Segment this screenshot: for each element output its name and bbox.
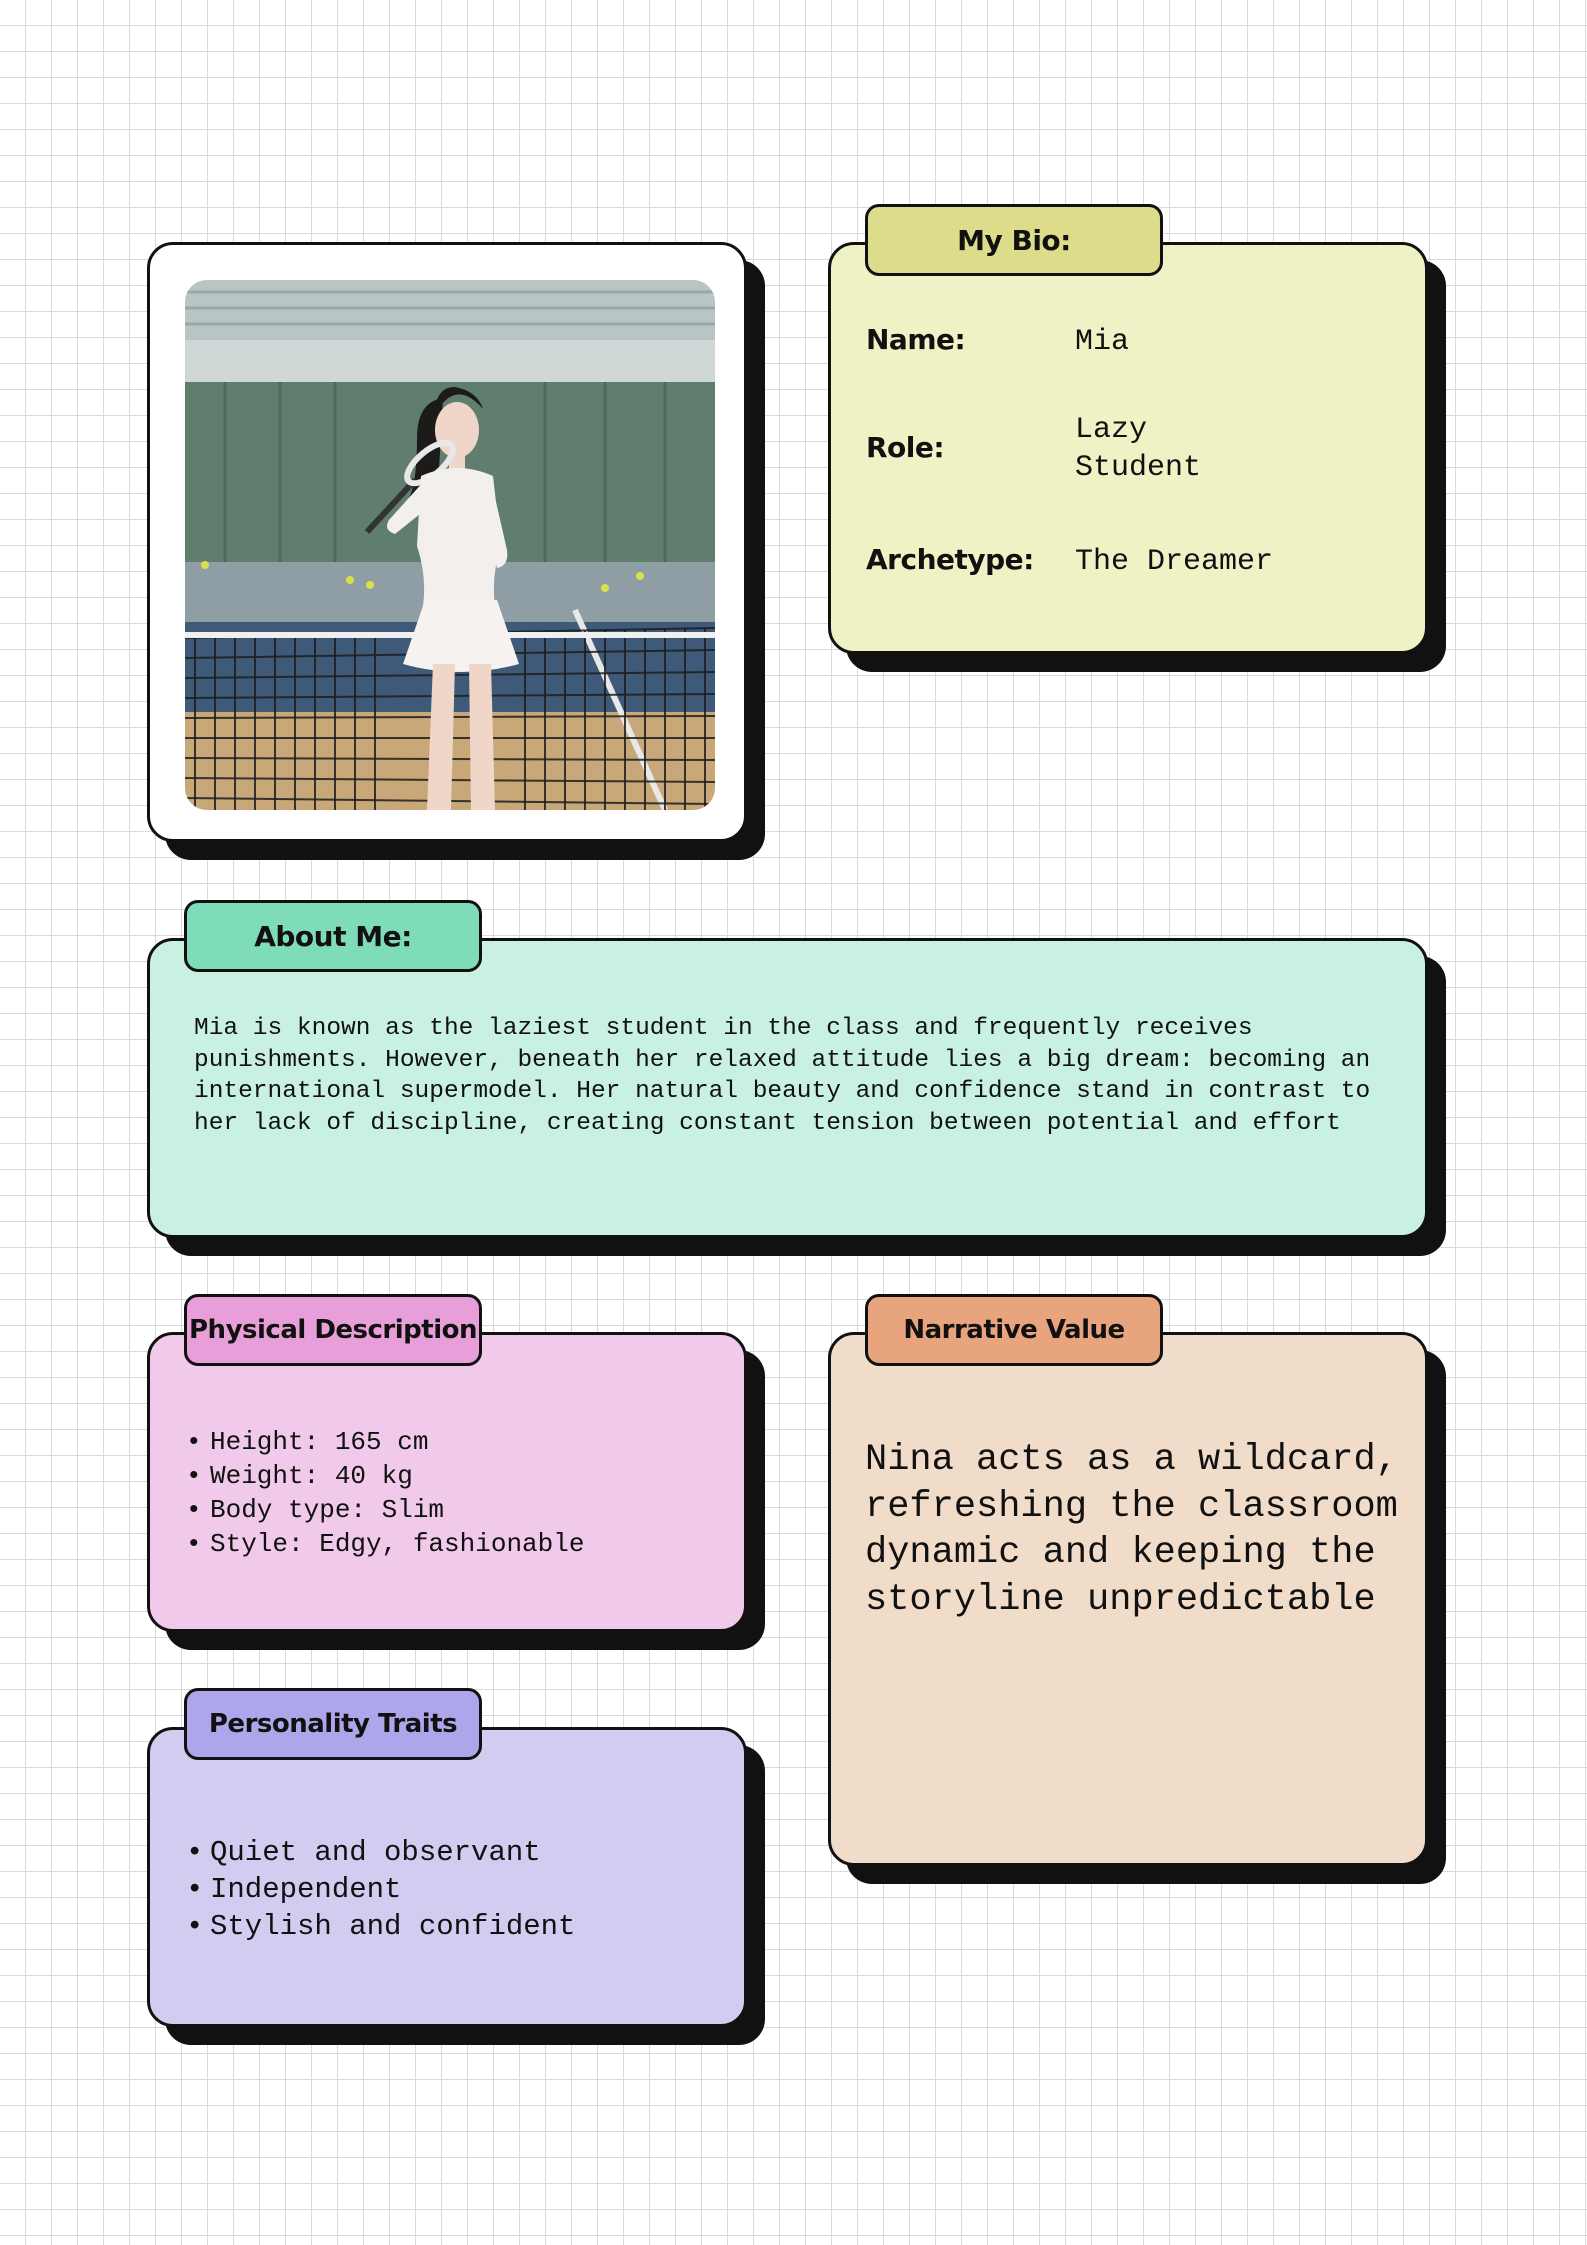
narrative-tab: Narrative Value <box>865 1294 1163 1366</box>
role-value-line1: Lazy <box>1075 413 1148 447</box>
tennis-court-portrait-image <box>185 280 715 810</box>
physical-card <box>147 1332 747 1632</box>
physical-item: • Height: 165 cm <box>186 1425 584 1459</box>
about-text: Mia is known as the laziest student in the class and frequently receives punishments. However, beneath her relaxed attitude lies a big dream: becoming an international supermodel. Her natural beauty and confidence stand in contrast to her lack of discipline, creating constant tension between potential and effort <box>194 1015 1371 1137</box>
personality-item: • Quiet and observant <box>186 1834 575 1871</box>
role-value-line2: Student <box>1075 451 1202 485</box>
personality-tab: Personality Traits <box>184 1688 482 1760</box>
profile-photo <box>185 280 715 810</box>
personality-item: • Independent <box>186 1871 575 1908</box>
personality-list <box>186 1834 575 1945</box>
narrative-card <box>828 1332 1428 1866</box>
role-label: Role: <box>866 431 945 464</box>
archetype-label: Archetype: <box>866 543 1034 576</box>
name-label: Name: <box>866 323 966 356</box>
physical-item: • Body type: Slim <box>186 1493 584 1527</box>
physical-item: • Style: Edgy, fashionable <box>186 1527 584 1561</box>
narrative-text: Nina acts as a wildcard, refreshing the classroom dynamic and keeping the storyline unpredictable <box>865 1439 1398 1621</box>
bio-card <box>828 242 1428 654</box>
personality-card <box>147 1727 747 2027</box>
about-tab: About Me: <box>184 900 482 972</box>
physical-item: • Weight: 40 kg <box>186 1459 584 1493</box>
physical-tab: Physical Description <box>184 1294 482 1366</box>
name-value: Mia <box>1075 325 1130 359</box>
about-card <box>147 938 1428 1238</box>
photo-card <box>147 242 747 842</box>
bio-tab: My Bio: <box>865 204 1163 276</box>
archetype-value: The Dreamer <box>1075 545 1274 579</box>
physical-list <box>186 1425 584 1561</box>
personality-item: • Stylish and confident <box>186 1908 575 1945</box>
